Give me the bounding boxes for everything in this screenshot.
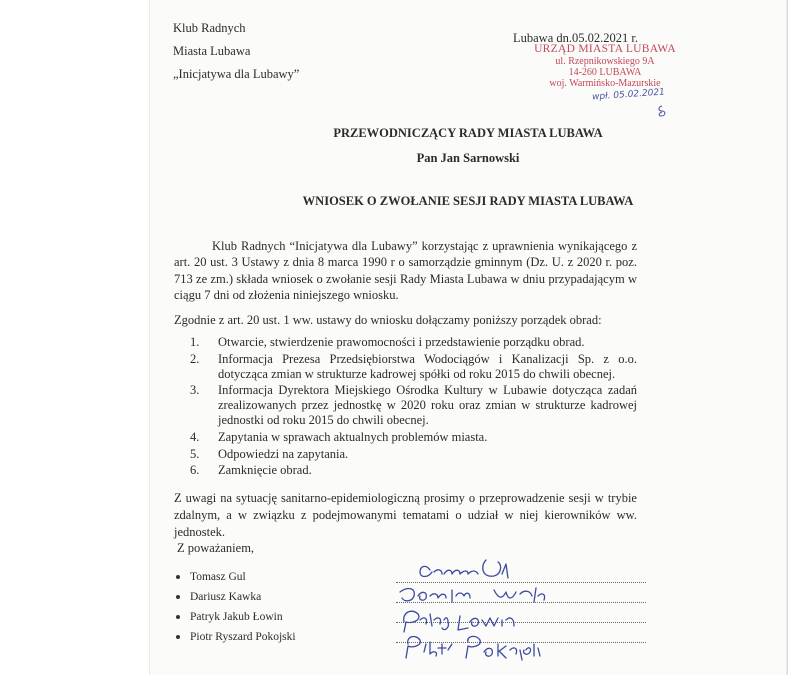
agenda-list [190, 335, 637, 480]
sender-block [173, 21, 299, 90]
signer-row: Piotr Ryszard Pokojski [176, 631, 646, 648]
body-paragraph-2: Zgodnie z art. 20 ust. 1 ww. ustawy do wniosku dołączamy poniższy porządek obrad: [174, 313, 602, 327]
page-edge [788, 0, 800, 675]
agenda-item: 4. Zapytania w sprawach aktualnych problemów miasta. [190, 429, 488, 444]
signer-row: Tomasz Gul [176, 571, 646, 588]
office-stamp [530, 43, 680, 89]
stamp-line-2: ul. Rzepnikowskiego 9A [555, 56, 655, 67]
paragraph-3-text: Z uwagi na sytuację sanitarno-epidemiologiczną prosimy o przeprowadzenie sesji w trybie zdalnym, a w związku z podejmowanymi tematami o udział w niej kierowników ww. jednostek. [174, 491, 637, 539]
initials-mark [655, 104, 669, 118]
body-paragraph-1 [174, 238, 637, 304]
agenda-item: 6. Zamknięcie obrad. [190, 463, 312, 478]
receipt-note: wpł. 05.02.2021 [591, 87, 666, 103]
stamp-line-4: woj. Warmińsko-Mazurskie [549, 78, 661, 89]
signer-row: Patryk Jakub Łowin [176, 611, 646, 628]
document-subject: WNIOSEK O ZWOŁANIE SESJI RADY MIASTA LUBAWA [302, 194, 634, 208]
addressee-title: PRZEWODNICZĄCY RADY MIASTA LUBAWA [333, 126, 603, 140]
sender-line-2: Miasta Lubawa [173, 44, 251, 58]
closing: Z poważaniem, [177, 541, 255, 555]
agenda-item: 1. Otwarcie, stwierdzenie prawomocności i przedstawienie porządku obrad. [190, 335, 585, 349]
stamp-line-1: URZĄD MIASTA LUBAWA [534, 43, 676, 55]
bullet-icon [176, 635, 180, 639]
agenda-item: 5. Odpowiedzi na zapytania. [190, 446, 349, 461]
signer-row: Dariusz Kawka [176, 591, 646, 608]
agenda-item: 2. Informacja Prezesa Przedsiębiorstwa Wodociągów i Kanalizacji Sp. z o.o. dotycząca zmian w strukturze kadrowej spółki od roku 2015 do chwili obecnej. [190, 351, 637, 381]
place-date: Lubawa dn.05.02.2021 r. [513, 31, 638, 45]
sender-line-3: „Inicjatywa dla Lubawy” [173, 67, 300, 81]
handwritten-signatures [398, 556, 578, 666]
body-paragraph-3 [174, 490, 637, 541]
bullet-icon [176, 595, 180, 599]
agenda-item: 3. Informacja Dyrektora Miejskiego Ośrodka Kultury w Lubawie dotycząca zadań zrealizowanych przez jednostkę w 2020 roku oraz zmian w strukturze kadrowej jednostki od roku 2015 do chwili obecnej. [190, 383, 637, 427]
addressee-name: Pan Jan Sarnowski [416, 151, 520, 165]
sender-line-1: Klub Radnych [173, 21, 246, 35]
bullet-icon [176, 575, 180, 579]
paragraph-1-text: Klub Radnych “Inicjatywa dla Lubawy” korzystając z uprawnienia wynikającego z art. 20 ust. 3 Ustawy z dnia 8 marca 1990 r o samorządzie gminnym (Dz. U. z 2020 r. poz. 713 ze zm.) składa wniosek o zwołanie sesji Rady Miasta Lubawa w dniu przypadającym w ciągu 7 dni od złożenia niniejszego wniosku. [174, 239, 637, 303]
bullet-icon [176, 615, 180, 619]
stamp-line-3: 14-260 LUBAWA [568, 67, 642, 78]
